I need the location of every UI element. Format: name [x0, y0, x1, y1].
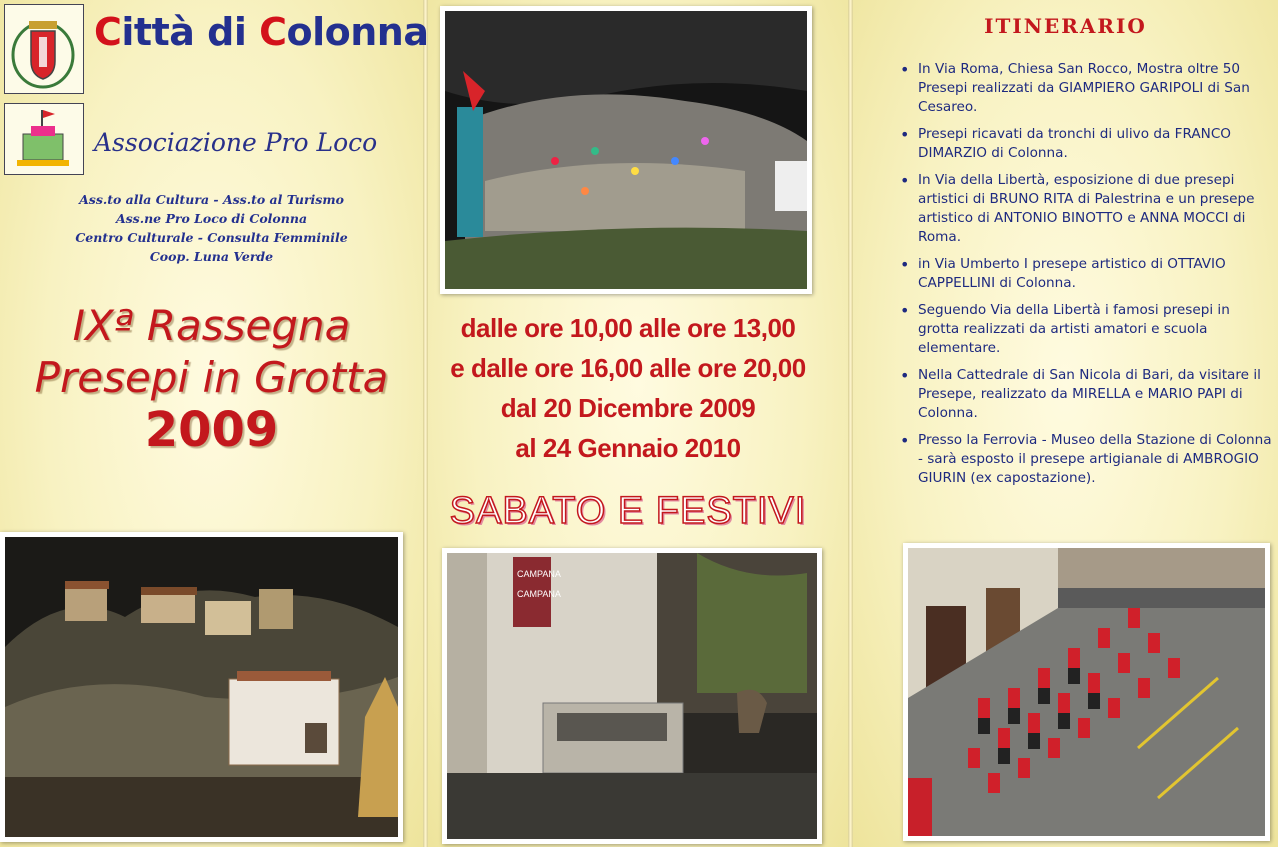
event-title — [0, 300, 423, 456]
nativity-village-image — [5, 537, 398, 837]
marching-band-photo — [903, 543, 1270, 841]
pro-loco-logo-icon — [5, 104, 82, 173]
coat-of-arms-icon — [5, 5, 82, 92]
hours-line: e dalle ore 16,00 alle ore 20,00 — [450, 353, 806, 383]
event-title-line2: Presepi in Grotta — [34, 353, 389, 402]
event-title-line1: IXª Rassegna — [72, 301, 351, 350]
street-fountain-image — [447, 553, 817, 839]
itinerary-item: • In Via della Libertà, esposizione di due presepi artistici di BRUNO RITA di Palestrina e un presepe artistico di ANTONIO BINOTTO e ANNA MOCCI di Roma. — [898, 171, 1274, 247]
days-banner: SABATO E FESTIVI — [449, 490, 807, 532]
itinerary-item: • Presso la Ferrovia - Museo della Stazione di Colonna - sarà esposto il presepe artigianale di AMBROGIO GIURIN (ex capostazione). — [898, 431, 1274, 488]
itinerary-item: • in Via Umberto I presepe artistico di OTTAVIO CAPPELLINI di Colonna. — [898, 255, 1274, 293]
sponsor-line: Ass.ne Pro Loco di Colonna — [115, 211, 308, 226]
city-crest — [4, 4, 84, 94]
itinerary-item: • In Via Roma, Chiesa San Rocco, Mostra oltre 50 Presepi realizzati da GIAMPIERO GARIPOLI di San Cesareo. — [898, 60, 1274, 117]
opening-hours — [428, 308, 828, 468]
nativity-village-photo — [0, 532, 403, 842]
sponsor-line: Centro Culturale - Consulta Femminile — [75, 230, 348, 245]
street-sign: CAMPANA — [517, 589, 561, 599]
itinerary-item: • Nella Cattedrale di San Nicola di Bari, da visitare il Presepe, realizzato da MIRELLA e MARIO PAPI di Colonna. — [898, 366, 1274, 423]
nativity-grotto-image — [445, 11, 807, 289]
pro-loco-logo — [4, 103, 84, 175]
association-name: Associazione Pro Loco — [94, 128, 378, 157]
street-sign: CAMPANA — [517, 569, 561, 579]
itinerary-item: • Presepi ricavati da tronchi di ulivo da FRANCO DIMARZIO di Colonna. — [898, 125, 1274, 163]
nativity-grotto-photo — [440, 6, 812, 294]
event-year: 2009 — [144, 402, 279, 458]
itinerary-title: ITINERARIO — [984, 14, 1147, 38]
date-line: dal 20 Dicembre 2009 — [500, 393, 756, 423]
hours-line: dalle ore 10,00 alle ore 13,00 — [460, 313, 796, 343]
marching-band-image — [908, 548, 1265, 836]
city-title: Città di Colonna — [94, 10, 429, 54]
sponsor-line: Coop. Luna Verde — [149, 249, 274, 264]
date-line: al 24 Gennaio 2010 — [515, 433, 741, 463]
street-fountain-photo — [442, 548, 822, 844]
itinerary-list — [898, 60, 1274, 496]
sponsors-list — [0, 190, 423, 266]
sponsor-line: Ass.to alla Cultura - Ass.to al Turismo — [79, 192, 344, 207]
itinerary-item: • Seguendo Via della Libertà i famosi presepi in grotta realizzati da artisti amatori e scuola elementare. — [898, 301, 1274, 358]
